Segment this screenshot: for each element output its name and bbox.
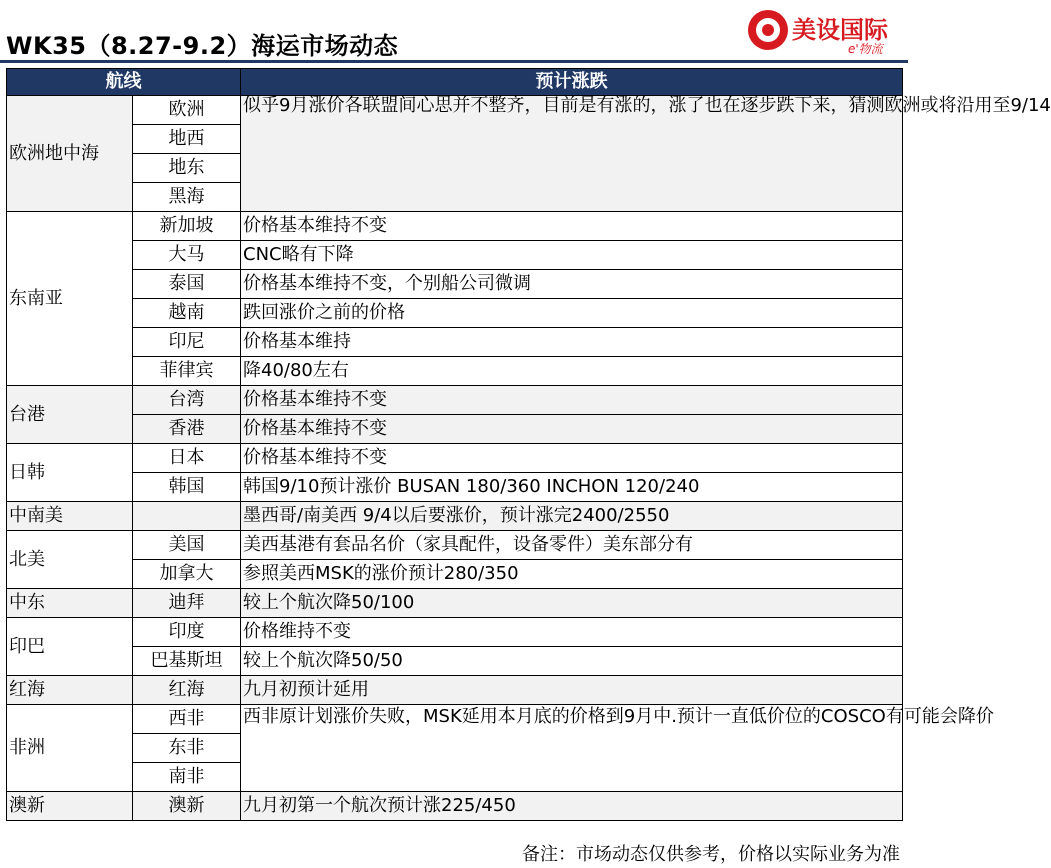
table-row [7,502,903,531]
subregion-cell: 东非 [133,734,241,763]
forecast-cell: 价格基本维持不变，个别船公司微调 [241,270,903,299]
table-row [7,560,903,589]
table-row [7,444,903,473]
subregion-cell: 西非 [133,705,241,734]
region-cell: 澳新 [7,792,133,821]
company-logo [748,4,898,60]
subregion-cell: 巴基斯坦 [133,647,241,676]
subregion-cell: 加拿大 [133,560,241,589]
forecast-cell: 跌回涨价之前的价格 [241,299,903,328]
subregion-cell: 美国 [133,531,241,560]
logo-subtitle: e'物流 [848,42,883,56]
table-row [7,531,903,560]
header-route: 航线 [7,69,241,96]
subregion-cell: 日本 [133,444,241,473]
forecast-cell: 价格基本维持 [241,328,903,357]
subregion-cell: 台湾 [133,386,241,415]
table-row [7,473,903,502]
forecast-cell: 降40/80左右 [241,357,903,386]
subregion-cell: 韩国 [133,473,241,502]
forecast-cell: 九月初第一个航次预计涨225/450 [241,792,903,821]
table-row [7,415,903,444]
title-divider [0,60,908,63]
table-row [7,299,903,328]
forecast-cell: 价格基本维持不变 [241,212,903,241]
table-row [7,618,903,647]
subregion-cell: 泰国 [133,270,241,299]
forecast-cell: 价格基本维持不变 [241,386,903,415]
subregion-cell: 欧洲 [133,96,241,125]
table-row [7,357,903,386]
forecast-cell: 美西基港有套品名价（家具配件，设备零件）美东部分有 [241,531,903,560]
forecast-cell: 韩国9/10预计涨价 BUSAN 180/360 INCHON 120/240 [241,473,903,502]
subregion-cell: 地西 [133,125,241,154]
region-cell: 非洲 [7,705,133,792]
region-cell: 印巴 [7,618,133,676]
forecast-cell: 参照美西MSK的涨价预计280/350 [241,560,903,589]
freight-market-table [6,68,1051,821]
subregion-cell: 大马 [133,241,241,270]
forecast-cell: 价格基本维持不变 [241,444,903,473]
region-cell: 红海 [7,676,133,705]
subregion-cell: 香港 [133,415,241,444]
table-row [7,792,903,821]
subregion-cell: 新加坡 [133,212,241,241]
forecast-cell: 西非原计划涨价失败，MSK延用本月底的价格到9月中.预计一直低价位的COSCO有可能会降价 [241,705,903,792]
table-row [7,386,903,415]
table-row [7,241,903,270]
table-row [7,212,903,241]
table-row [7,589,903,618]
table-row [7,328,903,357]
region-cell: 中南美 [7,502,133,531]
forecast-cell: 似乎9月涨价各联盟间心思并不整齐，目前是有涨的，涨了也在逐步跌下来，猜测欧洲或将沿用至9/14 [241,96,903,212]
subregion-cell: 南非 [133,763,241,792]
table-row [7,676,903,705]
subregion-cell: 澳新 [133,792,241,821]
region-cell: 北美 [7,531,133,589]
forecast-cell: 墨西哥/南美西 9/4以后要涨价，预计涨完2400/2550 [241,502,903,531]
table-row [7,96,903,125]
region-cell: 台港 [7,386,133,444]
subregion-cell: 迪拜 [133,589,241,618]
region-cell: 日韩 [7,444,133,502]
subregion-cell [133,502,241,531]
table-row [7,647,903,676]
forecast-cell: CNC略有下降 [241,241,903,270]
region-cell: 东南亚 [7,212,133,386]
header-forecast: 预计涨跌 [241,69,903,96]
logo-name: 美设国际 [792,16,888,44]
table-header-row [7,69,903,96]
subregion-cell: 红海 [133,676,241,705]
page-title: WK35（8.27-9.2）海运市场动态 [6,32,399,60]
subregion-cell: 黑海 [133,183,241,212]
logo-mark-icon [748,10,788,50]
subregion-cell: 印尼 [133,328,241,357]
region-cell: 中东 [7,589,133,618]
forecast-cell: 价格维持不变 [241,618,903,647]
forecast-cell: 较上个航次降50/100 [241,589,903,618]
subregion-cell: 越南 [133,299,241,328]
subregion-cell: 印度 [133,618,241,647]
table-row [7,270,903,299]
forecast-cell: 较上个航次降50/50 [241,647,903,676]
region-cell: 欧洲地中海 [7,96,133,212]
subregion-cell: 地东 [133,154,241,183]
subregion-cell: 菲律宾 [133,357,241,386]
table-row [7,705,903,734]
forecast-cell: 九月初预计延用 [241,676,903,705]
forecast-cell: 价格基本维持不变 [241,415,903,444]
disclaimer-note: 备注：市场动态仅供参考，价格以实际业务为准 [522,844,900,865]
